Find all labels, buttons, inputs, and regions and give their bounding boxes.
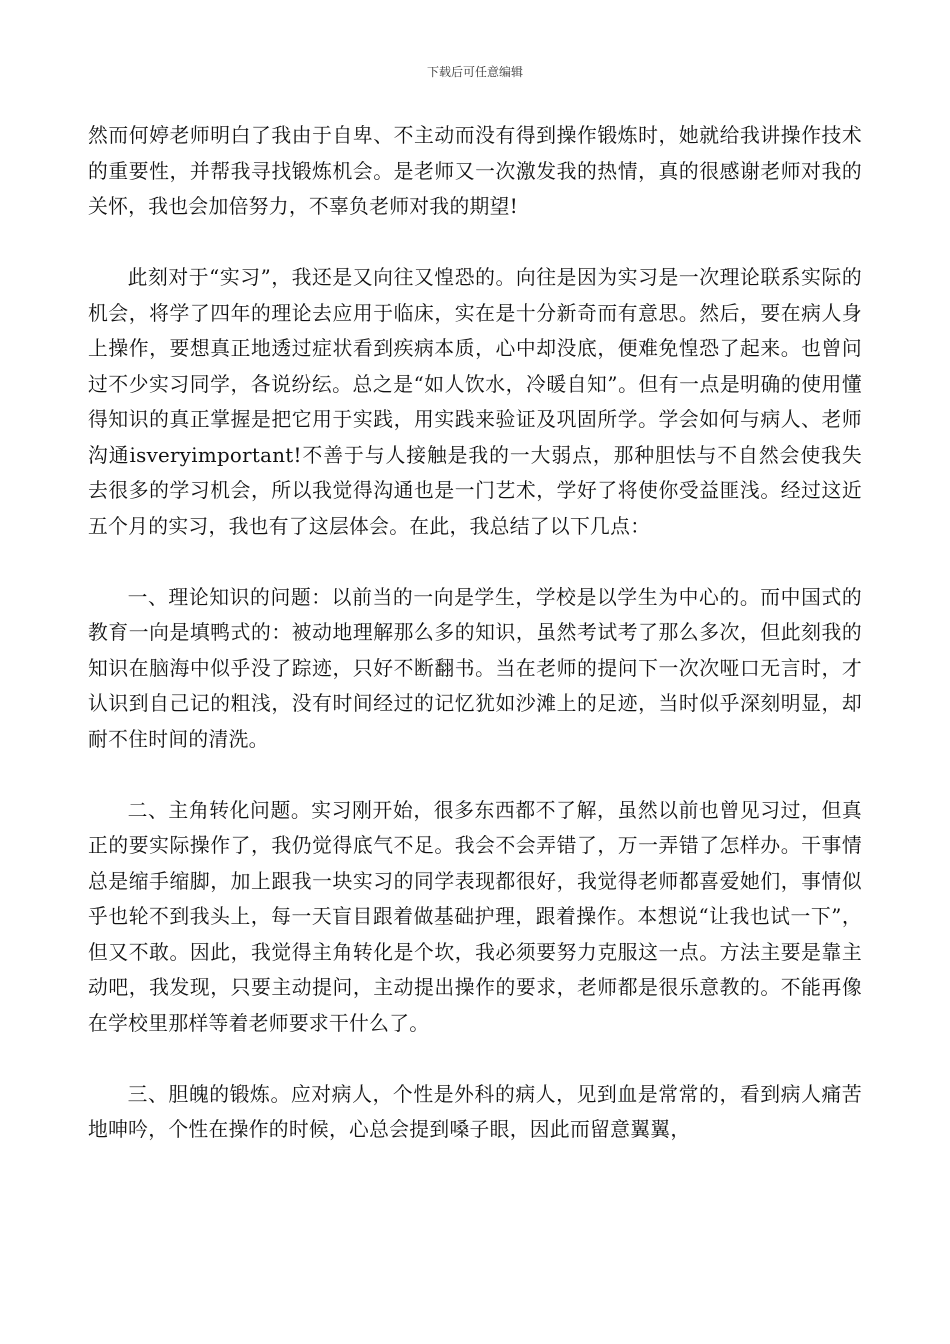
document-body — [88, 118, 862, 1148]
paragraph-point-three-courage: 三、胆魄的锻炼。应对病人，个性是外科的病人，见到血是常常的，看到病人痛苦地呻吟，个性在操作的时候，心总会提到嗓子眼，因此而留意翼翼， — [88, 1082, 862, 1141]
page-header-note: 下载后可任意编辑 — [426, 65, 523, 79]
paragraph-internship-reflection: 此刻对于“实习”，我还是又向往又惶恐的。向往是因为实习是一次理论联系实际的机会，将学了四年的理论去应用于临床，实在是十分新奇而有意思。然后，要在病人身上操作，要想真正地透过症状看到疾病本质，心中却没底，便难免惶恐了起来。也曾问过不少实习同学，各说纷纭。总之是“如人饮水，冷暖自知”。但有一点是明确的使用懂得知识的真正掌握是把它用于实践，用实践来验证及巩固所学。学会如何与病人、老师沟通isveryimportant!不善于与人接触是我的一大弱点，那种胆怯与不自然会使我失去很多的学习机会，所以我觉得沟通也是一门艺术，学好了将使你受益匪浅。经过这近五个月的实习，我也有了这层体会。在此，我总结了以下几点： — [88, 266, 862, 538]
paragraph-point-two-role: 二、主角转化问题。实习刚开始，很多东西都不了解，虽然以前也曾见习过，但真正的要实际操作了，我仍觉得底气不足。我会不会弄错了，万一弄错了怎样办。干事情总是缩手缩脚，加上跟我一块实习的同学表现都很好，我觉得老师都喜爱她们，事情似乎也轮不到我头上，每一天盲目跟着做基础护理，跟着操作。本想说“让我也试一下”，但又不敢。因此，我觉得主角转化是个坎，我必须要努力克服这一点。方法主要是靠主动吧，我发现，只要主动提问，主动提出操作的要求，老师都是很乐意教的。不能再像在学校里那样等着老师要求干什么了。 — [88, 798, 862, 1035]
paragraph-point-one-theory: 一、理论知识的问题：以前当的一向是学生，学校是以学生为中心的。而中国式的教育一向是填鸭式的：被动地理解那么多的知识，虽然考试考了那么多次，但此刻我的知识在脑海中似乎没了踪迹，只好不断翻书。当在老师的提问下一次次哑口无言时，才认识到自己记的粗浅，没有时间经过的记忆犹如沙滩上的足迹，当时似乎深刻明显，却耐不住时间的清洗。 — [88, 585, 862, 751]
paragraph-continuation: 然而何婷老师明白了我由于自卑、不主动而没有得到操作锻炼时，她就给我讲操作技术的重要性，并帮我寻找锻炼机会。是老师又一次激发我的热情，真的很感谢老师对我的关怀，我也会加倍努力，不辜负老师对我的期望! — [88, 124, 862, 218]
